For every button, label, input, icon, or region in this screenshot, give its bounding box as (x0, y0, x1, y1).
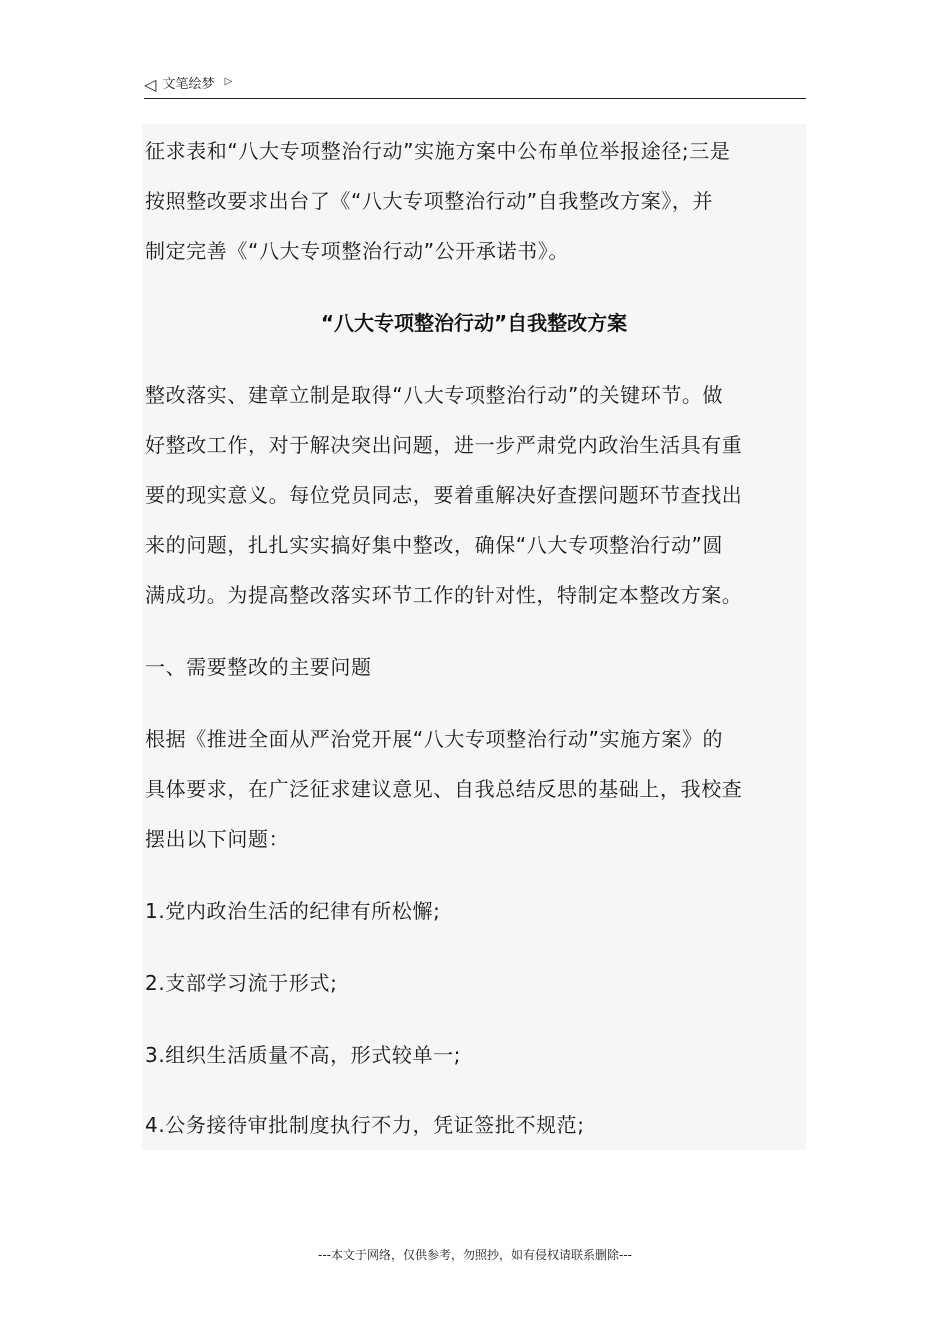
footer-disclaimer: ---本文于网络，仅供参考，勿照抄，如有侵权请联系删除--- (318, 1248, 632, 1262)
paragraph-line: 满成功。为提高整改落实环节工作的针对性，特制定本整改方案。 (145, 583, 743, 607)
intro-line: 制定完善《“八大专项整治行动”公开承诺书》。 (145, 239, 569, 263)
list-item: 1.党内政治生活的纪律有所松懈; (145, 899, 441, 923)
paragraph-line: 根据《推进全面从严治党开展“八大专项整治行动”实施方案》的 (145, 727, 724, 751)
paragraph-line: 具体要求，在广泛征求建议意见、自我总结反思的基础上，我校查 (145, 777, 743, 801)
section-heading: 一、需要整改的主要问题 (145, 655, 372, 679)
page-header (144, 74, 806, 99)
intro-line: 按照整改要求出台了《“八大专项整治行动”自我整改方案》，并 (145, 189, 714, 213)
list-item: 3.组织生活质量不高，形式较单一; (145, 1043, 462, 1067)
paragraph-line: 摆出以下问题： (145, 827, 290, 851)
document-body (142, 124, 806, 1150)
paragraph-line: 好整改工作，对于解决突出问题，进一步严肃党内政治生活具有重 (145, 433, 743, 457)
paragraph-line: 要的现实意义。每位党员同志，要着重解决好查摆问题环节查找出 (145, 483, 743, 507)
paragraph-line: 来的问题，扎扎实实搞好集中整改，确保“八大专项整治行动”圆 (145, 533, 724, 557)
paragraph-line: 整改落实、建章立制是取得“八大专项整治行动”的关键环节。做 (145, 383, 724, 407)
triangle-right-icon: ▷ (224, 76, 233, 87)
list-item: 2.支部学习流于形式; (145, 971, 338, 995)
header-title: 文笔绘梦 (162, 77, 215, 92)
list-item: 4.公务接待审批制度执行不力，凭证签批不规范; (145, 1113, 585, 1137)
triangle-left-icon: ◁ (144, 75, 157, 94)
section-title: “八大专项整治行动”自我整改方案 (320, 311, 628, 335)
intro-line: 征求表和“八大专项整治行动”实施方案中公布单位举报途径;三是 (145, 139, 731, 163)
